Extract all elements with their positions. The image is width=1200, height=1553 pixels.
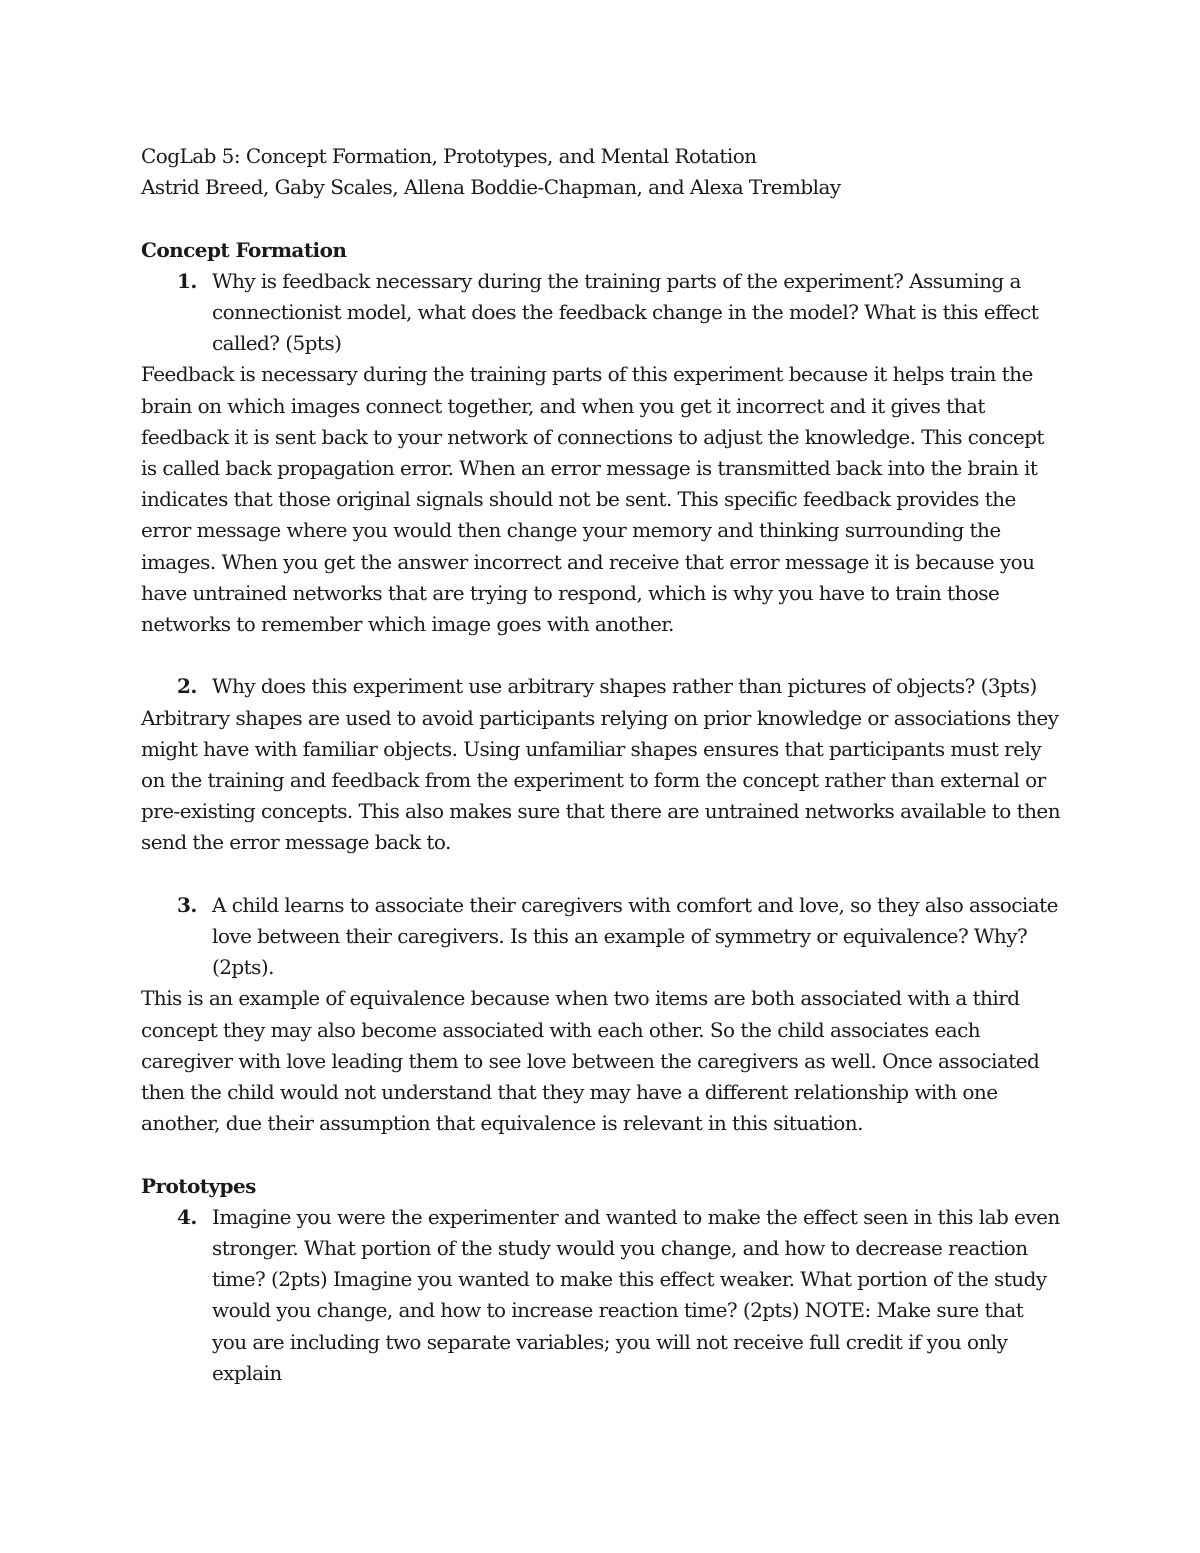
spacer: [141, 1139, 1063, 1170]
question-number: 1.: [177, 268, 197, 293]
section-heading-prototypes: Prototypes: [141, 1173, 256, 1198]
question-2: [141, 671, 1063, 702]
answer-2: [141, 703, 1063, 859]
question-1: [141, 266, 1063, 360]
document-title: CogLab 5: Concept Formation, Prototypes, and Mental Rotation: [141, 144, 757, 168]
document-body: [141, 141, 1063, 1389]
document-header: [141, 141, 1063, 203]
question-3: [141, 890, 1063, 984]
spacer: [141, 859, 1063, 890]
spacer: [141, 203, 1063, 234]
answer-text: This is an example of equivalence because when two items are both associated with a third concept they may also become associated with each other. So the child associates each caregiver with love leading them to see love between the caregivers as well. Once associated then the child would not understand that they may have a different relationship with one another, due their assumption that equivalence is relevant in this situation.: [141, 986, 1040, 1136]
question-number: 2.: [177, 674, 197, 699]
question-number: 3.: [177, 892, 197, 917]
question-number: 4.: [177, 1204, 197, 1229]
question-text: A child learns to associate their caregivers with comfort and love, so they also associate love between their caregivers. Is this an example of symmetry or equivalence? Why? (2pts).: [212, 892, 1058, 980]
question-text: Why does this experiment use arbitrary shapes rather than pictures of objects? (3pts): [212, 674, 1037, 699]
answer-3: [141, 983, 1063, 1139]
section-heading-concept-formation: Concept Formation: [141, 237, 347, 262]
answer-text: Arbitrary shapes are used to avoid participants relying on prior knowledge or associations they might have with familiar objects. Using unfamiliar shapes ensures that participants must rely on the training and feedback from the experiment to form the concept rather than external or pre-existing concepts. This also makes sure that there are untrained networks available to then send the error message back to.: [141, 705, 1061, 855]
spacer: [141, 640, 1063, 671]
question-4: [141, 1202, 1063, 1389]
answer-1: [141, 359, 1063, 640]
answer-text: Feedback is necessary during the training parts of this experiment because it helps train the brain on which images connect together, and when you get it incorrect and it gives that feedback it is sent back to your network of connections to adjust the knowledge. This concept is called back propagation error. When an error message is transmitted back into the brain it indicates that those original signals should not be sent. This specific feedback provides the error message where you would then change your memory and thinking surrounding the images. When you get the answer incorrect and receive that error message it is because you have untrained networks that are trying to respond, which is why you have to train those networks to remember which image goes with another.: [141, 362, 1044, 637]
question-text: Imagine you were the experimenter and wanted to make the effect seen in this lab even stronger. What portion of the study would you change, and how to decrease reaction time? (2pts) Imagine you wanted to make this effect weaker. What portion of the study would you change, and how to increase reaction time? (2pts) NOTE: Make sure that you are including two separate variables; you will not receive full credit if you only explain: [212, 1204, 1060, 1385]
document-authors: Astrid Breed, Gaby Scales, Allena Boddie-Chapman, and Alexa Tremblay: [141, 175, 841, 200]
question-text: Why is feedback necessary during the training parts of the experiment? Assuming a connectionist model, what does the feedback change in the model? What is this effect called? (5pts): [212, 268, 1039, 356]
